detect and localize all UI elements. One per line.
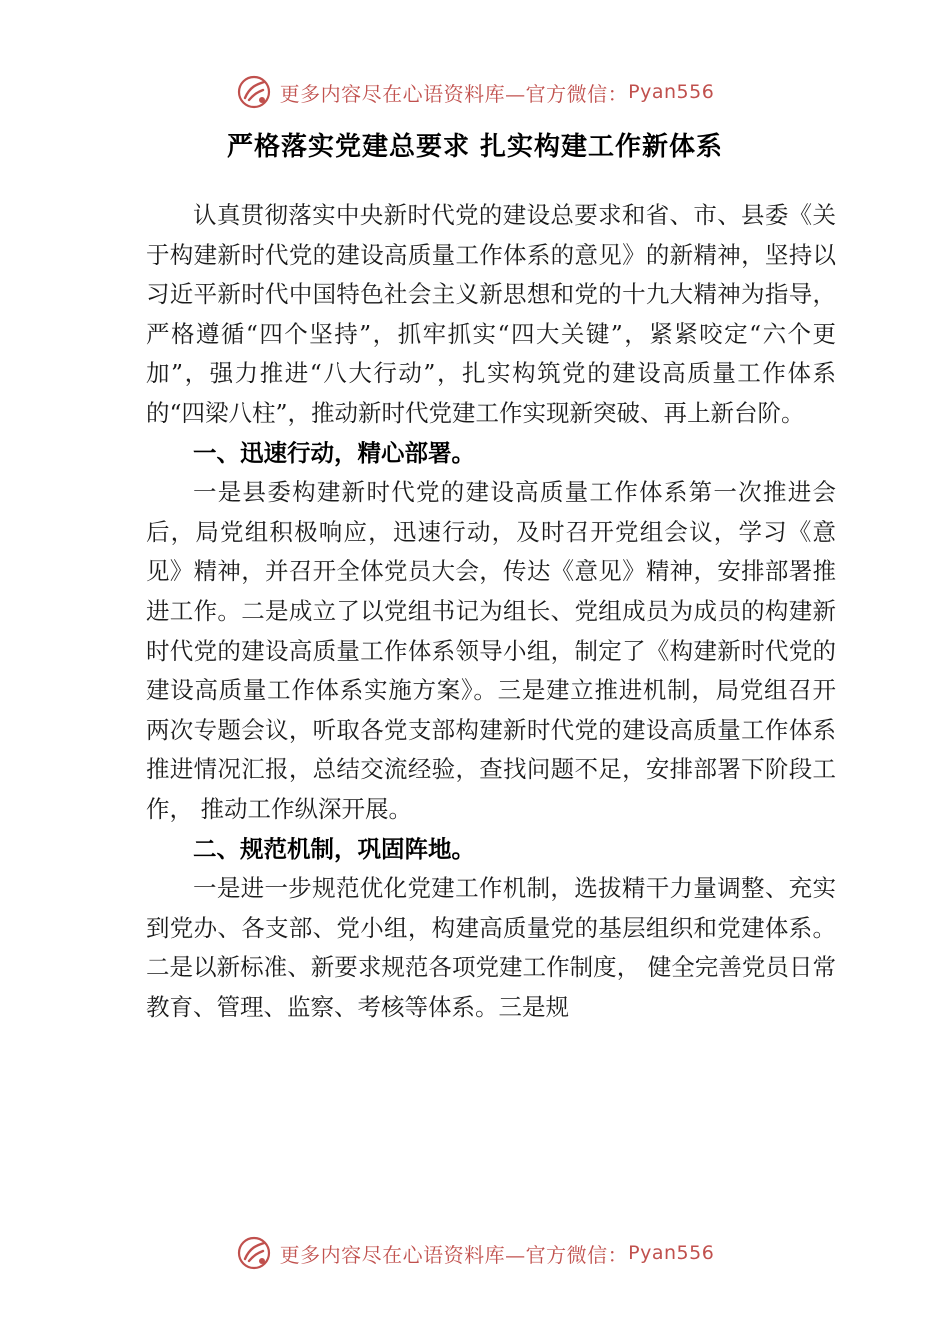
section-paragraph-1: 一是县委构建新时代党的建设高质量工作体系第一次推进会后，局党组积极响应，迅速行动，及时召开党组会议，学习《意见》精神，并召开全体党员大会，传达《意见》精神，安排部署推进工作。二是成立了以党组书记为组长、党组成员为成员的构建新时代党的建设高质量工作体系领导小组，制定了《构建新时代党的建设高质量工作体系实施方案》。三是建立推进机制，局党组召开两次专题会议，听取各党支部构建新时代党的建设高质量工作体系推进情况汇报，总结交流经验，查找问题不足，安排部署下阶段工作， 推动工作纵深开展。 bbox=[146, 478, 836, 823]
header-watermark bbox=[0, 74, 950, 110]
seal-logo-icon bbox=[236, 1235, 272, 1271]
watermark-id: Pyan556 bbox=[628, 1242, 715, 1264]
watermark-text: 更多内容尽在心语资料库—官方微信： bbox=[279, 1242, 629, 1267]
section-paragraph-2: 一是进一步规范优化党建工作机制，选拔精干力量调整、充实到党办、各支部、党小组，构建高质量党的基层组织和党建体系。二是以新标准、新要求规范各项党建工作制度， 健全完善党员日常教育、管理、监察、考核等体系。三是规 bbox=[146, 874, 836, 1021]
section-heading-2: 二、规范机制，巩固阵地。 bbox=[193, 834, 475, 863]
watermark-text: 更多内容尽在心语资料库—官方微信： bbox=[279, 81, 629, 106]
seal-logo-icon bbox=[236, 74, 272, 110]
section-heading-1: 一、迅速行动，精心部署。 bbox=[193, 438, 475, 467]
footer-watermark bbox=[0, 1235, 950, 1271]
document-body bbox=[146, 196, 836, 1027]
intro-paragraph: 认真贯彻落实中央新时代党的建设总要求和省、市、县委《关于构建新时代党的建设高质量工作体系的意见》的新精神，坚持以习近平新时代中国特色社会主义新思想和党的十九大精神为指导，严格遵循“四个坚持”，抓牢抓实“四大关键”，紧紧咬定“六个更加”，强力推进“八大行动”，扎实构筑党的建设高质量工作体系的“四梁八柱”，推动新时代党建工作实现新突破、再上新台阶。 bbox=[146, 201, 836, 427]
watermark-id: Pyan556 bbox=[628, 81, 715, 103]
document-title: 严格落实党建总要求 扎实构建工作新体系 bbox=[226, 132, 724, 162]
